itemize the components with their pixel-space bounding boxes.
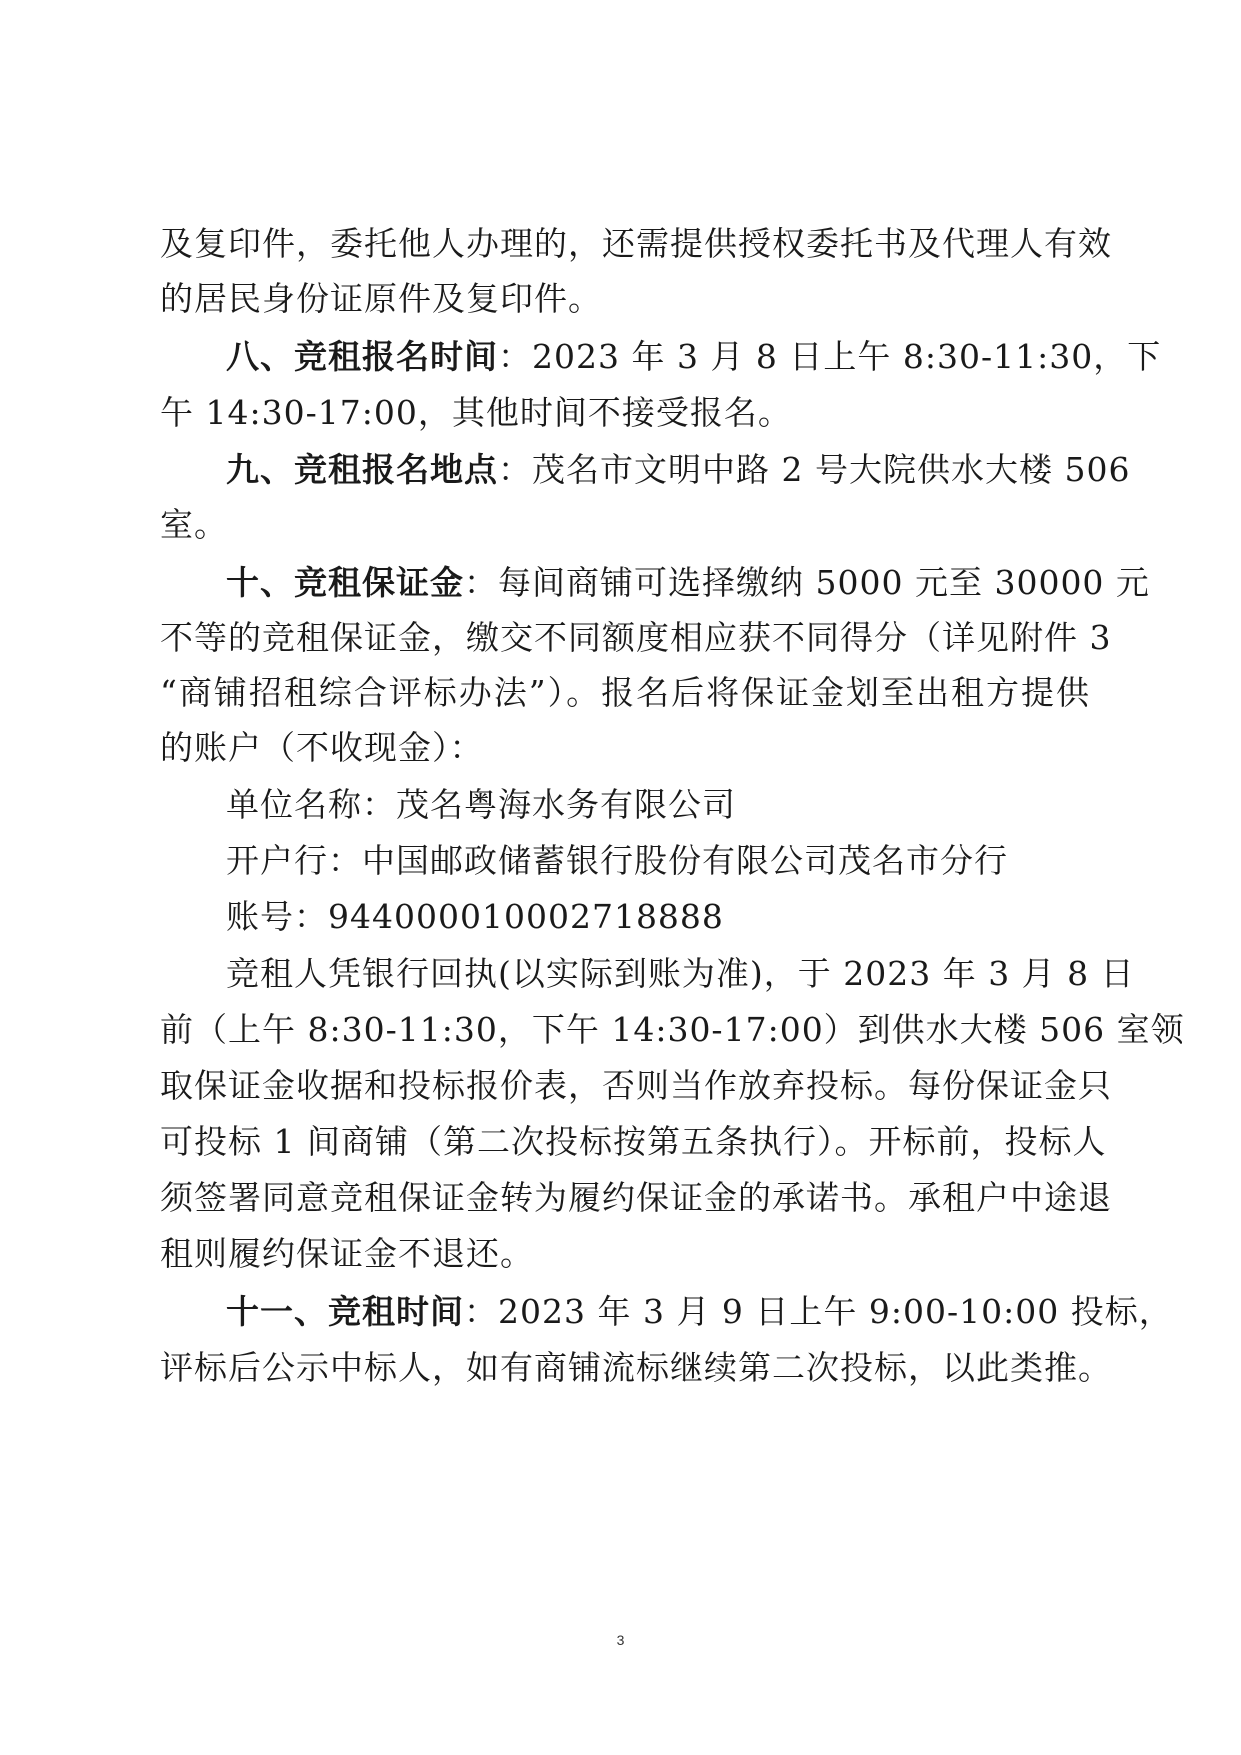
paragraph-line — [160, 279, 1090, 319]
section-line-bidding-time — [226, 1292, 1173, 1332]
section-heading: 十一、竞租时间 — [226, 1292, 464, 1331]
account-name-line — [226, 785, 1090, 825]
section-line-registration-place — [226, 450, 1131, 490]
paragraph-line — [160, 1178, 1112, 1218]
paragraph-line — [160, 393, 1090, 433]
line-text: 租则履约保证金不退还。 — [160, 1234, 534, 1273]
section-heading: 八、竞租报名时间 — [226, 337, 498, 376]
line-text: 竞租人凭银行回执(以实际到账为准)，于 2023 年 3 月 8 日 — [226, 954, 1135, 993]
section-heading: 十、竞租保证金 — [226, 563, 464, 602]
paragraph-line — [160, 728, 1090, 768]
paragraph-line — [160, 673, 1090, 713]
bank-line — [226, 841, 1090, 881]
section-heading: 九、竞租报名地点 — [226, 450, 498, 489]
line-text: ：2023 年 3 月 8 日上午 8:30-11:30，下 — [498, 337, 1162, 376]
paragraph-line — [160, 1348, 1112, 1388]
line-text: 须签署同意竞租保证金转为履约保证金的承诺书。承租户中途退 — [160, 1178, 1112, 1217]
line-text: ：茂名市文明中路 2 号大院供水大楼 506 — [498, 450, 1131, 489]
line-text: 不等的竞租保证金，缴交不同额度相应获不同得分（详见附件 3 — [160, 618, 1112, 657]
section-line-registration-time — [226, 337, 1162, 377]
line-text: 取保证金收据和投标报价表，否则当作放弃投标。每份保证金只 — [160, 1066, 1112, 1105]
paragraph-line — [160, 1122, 1107, 1162]
line-text: ：2023 年 3 月 9 日上午 9:00-10:00 投标， — [464, 1292, 1173, 1331]
line-text: 的居民身份证原件及复印件。 — [160, 279, 602, 318]
paragraph-line — [160, 224, 1112, 264]
paragraph-line — [160, 505, 1090, 545]
line-text: “商铺招租综合评标办法”）。报名后将保证金划至出租方提供 — [160, 673, 1090, 712]
account-number-line — [226, 897, 1090, 937]
paragraph-line — [160, 618, 1112, 658]
line-text: ：每间商铺可选择缴纳 5000 元至 30000 元 — [464, 563, 1150, 602]
page-number: 3 — [616, 1632, 625, 1648]
line-text: 开户行：中国邮政储蓄银行股份有限公司茂名市分行 — [226, 841, 1008, 880]
line-text: 账号：944000010002718888 — [226, 897, 724, 936]
line-text: 可投标 1 间商铺（第二次投标按第五条执行）。开标前，投标人 — [160, 1122, 1107, 1161]
paragraph-line — [160, 1066, 1112, 1106]
line-text: 评标后公示中标人，如有商铺流标继续第二次投标，以此类推。 — [160, 1348, 1112, 1387]
line-text: 的账户（不收现金）： — [160, 728, 484, 767]
line-text: 前（上午 8:30-11:30，下午 14:30-17:00）到供水大楼 506 室领 — [160, 1010, 1185, 1049]
line-text: 单位名称：茂名粤海水务有限公司 — [226, 785, 736, 824]
section-line-deposit — [226, 563, 1150, 603]
line-text: 室。 — [160, 505, 228, 544]
line-text: 及复印件，委托他人办理的，还需提供授权委托书及代理人有效 — [160, 224, 1112, 263]
paragraph-line — [160, 1234, 1090, 1274]
line-text: 午 14:30-17:00，其他时间不接受报名。 — [160, 393, 792, 432]
paragraph-line — [226, 954, 1135, 994]
paragraph-line — [160, 1010, 1185, 1050]
